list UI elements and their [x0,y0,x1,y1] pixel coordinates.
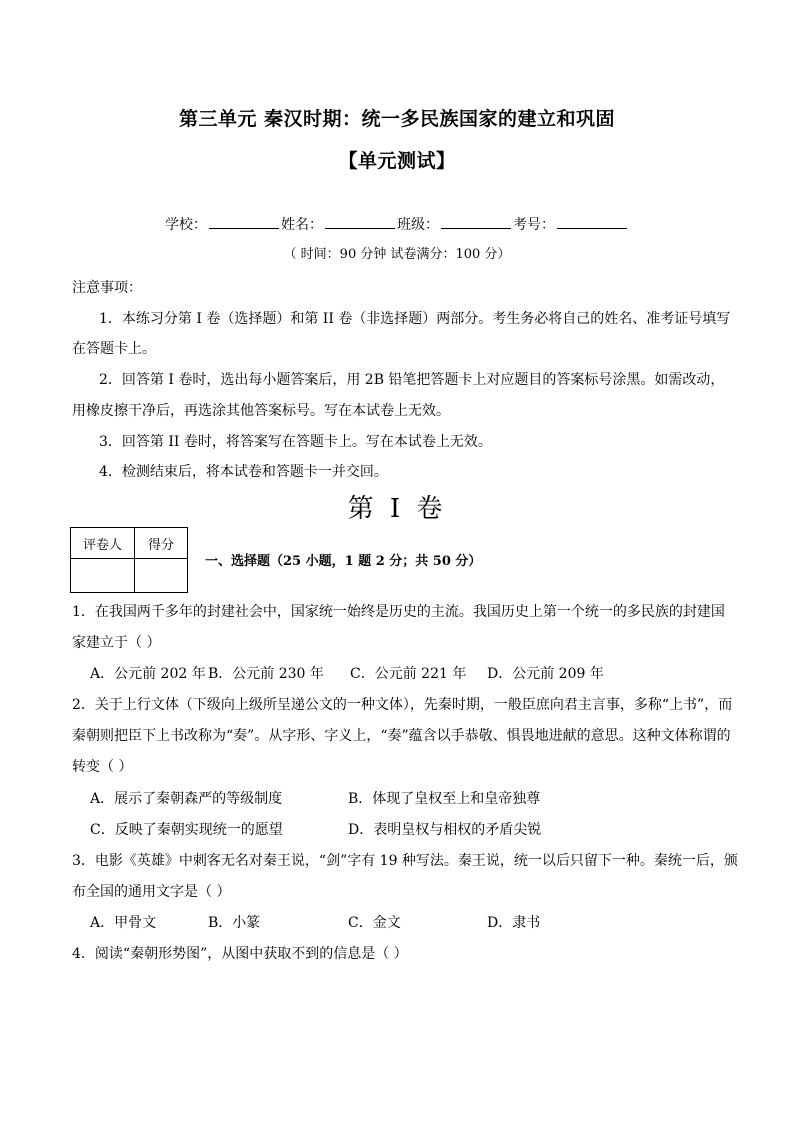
question-2-option-b: B．体现了皇权至上和皇帝独尊 [348,791,541,807]
question-3-option-d: D．隶书 [487,915,541,931]
question-2-option-c: C．反映了秦朝实现统一的愿望 [90,822,283,838]
question-2-option-a: A．展示了秦朝森严的等级制度 [90,791,283,807]
question-2-line-3: 转变（ ） [72,759,133,775]
question-2-option-d: D．表明皇权与相权的矛盾尖锐 [348,822,542,838]
question-2-line-1: 2．关于上行文体（下级向上级所呈递公文的一种文体），先秦时期，一般臣庶向君主言事，多称“上书”，而 [72,697,733,713]
note-3: 3．回答第 II 卷时，将答案写在答题卡上。写在本试卷上无效。 [99,434,492,450]
class-blank [441,216,511,229]
note-1-line-2: 在答题卡上。 [72,341,156,357]
grader-header: 评卷人 [71,528,135,559]
question-1-option-b: B．公元前 230 年 [208,666,324,682]
section-heading: 一、选择题（25 小题，1 题 2 分；共 50 分） [205,554,482,569]
school-label: 学校： [165,217,207,233]
grader-cell [71,559,135,593]
notes-heading: 注意事项： [72,280,142,296]
exam-no-label: 考号： [513,217,555,233]
page-subtitle: 【单元测试】 [338,150,456,172]
question-1-option-c: C．公元前 221 年 [350,666,467,682]
score-header: 得分 [135,528,188,559]
question-3-option-a: A．甲骨文 [90,915,157,931]
name-blank [325,216,395,229]
class-label: 班级： [397,217,439,233]
exam-no-blank [557,216,627,229]
question-1-line-2: 家建立于（ ） [72,635,161,651]
name-label: 姓名： [281,217,323,233]
time-info: （ 时间：90 分钟 试卷满分：100 分） [283,247,511,262]
note-1-line-1: 1．本练习分第 I 卷（选择题）和第 II 卷（非选择题）两部分。考生务必将自己的姓名、准考证号填写 [99,311,731,327]
note-2-line-1: 2．回答第 I 卷时，选出每小题答案后，用 2B 铅笔把答题卡上对应题目的答案标号涂黑。如需改动， [99,372,725,388]
question-1-line-1: 1．在我国两千多年的封建社会中，国家统一始终是历史的主流。我国历史上第一个统一的多民族的封建国 [72,604,725,620]
score-table [70,527,188,593]
question-2-line-2: 秦朝则把臣下上书改称为“奏”。从字形、字义上，“奏”蕴含以手恭敬、惧畏地进献的意思。这种文体称谓的 [72,728,731,744]
school-blank [209,216,279,229]
question-3-line-1: 3．电影《英雄》中刺客无名对秦王说，“剑”字有 19 种写法。秦王说，统一以后只留下一种。秦统一后，颁 [72,853,738,869]
question-3-line-2: 布全国的通用文字是（ ） [72,884,231,900]
student-info-line [0,215,794,235]
volume-title: 第 I 卷 [347,494,447,524]
question-4-line-1: 4．阅读“秦朝形势图”，从图中获取不到的信息是（ ） [72,946,408,962]
question-3-option-b: B．小篆 [208,915,261,931]
note-2-line-2: 用橡皮擦干净后，再选涂其他答案标号。写在本试卷上无效。 [72,403,450,419]
note-4: 4．检测结束后，将本试卷和答题卡一并交回。 [99,464,388,480]
question-1-option-d: D．公元前 209 年 [487,666,604,682]
question-3-option-c: C．金文 [348,915,401,931]
question-1-option-a: A．公元前 202 年 [90,666,206,682]
score-cell [135,559,188,593]
page-title: 第三单元 秦汉时期：统一多民族国家的建立和巩固 [178,108,616,130]
